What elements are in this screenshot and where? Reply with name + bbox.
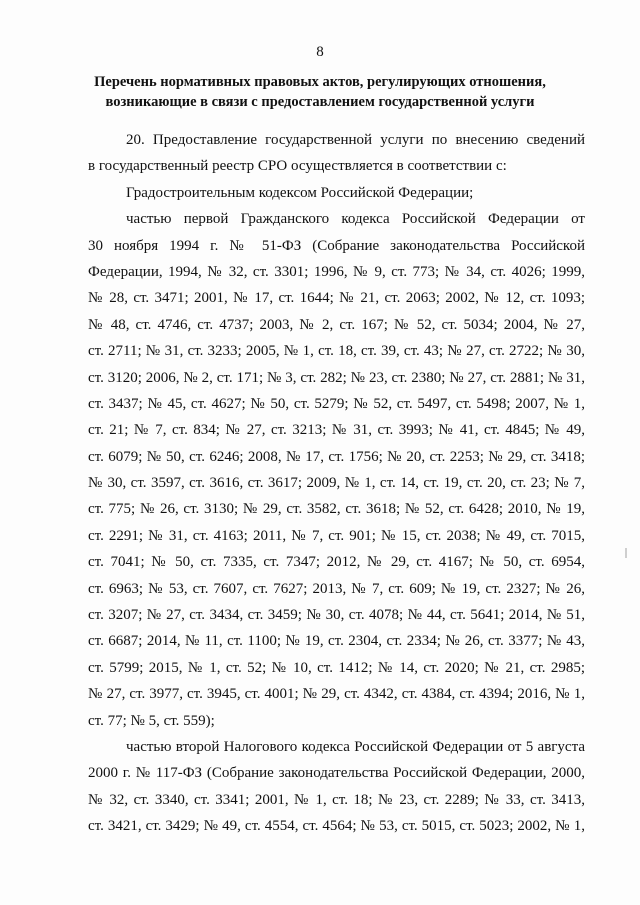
text-line: ст. 3120; 2006, № 2, ст. 171; № 3, ст. 282; № 23, ст. 2380; № 27, ст. 2881; № 31, xyxy=(88,369,585,386)
text-line: ст. 3437; № 45, ст. 4627; № 50, ст. 5279; № 52, ст. 5497, ст. 5498; 2007, № 1, xyxy=(88,395,585,412)
text-line: № 28, ст. 3471; 2001, № 17, ст. 1644; № 21, ст. 2063; 2002, № 12, ст. 1093; xyxy=(88,290,585,307)
text-line: ст. 7041; № 50, ст. 7335, ст. 7347; 2012, № 29, ст. 4167; № 50, ст. 6954, xyxy=(88,554,585,571)
page-number: 8 xyxy=(316,44,324,60)
text-line: № 32, ст. 3340, ст. 3341; 2001, № 1, ст. 18; № 23, ст. 2289; № 33, ст. 3413, xyxy=(88,791,585,808)
heading-line-1: Перечень нормативных правовых актов, регулирующих отношения, xyxy=(94,74,546,90)
text-line: ст. 3421, ст. 3429; № 49, ст. 4554, ст. 4564; № 53, ст. 5015, ст. 5023; 2002, № 1, xyxy=(88,818,585,835)
section-heading xyxy=(70,72,570,112)
text-line: № 27, ст. 3977, ст. 3945, ст. 4001; № 29, ст. 4342, ст. 4384, ст. 4394; 2016, № 1, xyxy=(88,686,585,703)
text-line: ст. 5799; 2015, № 1, ст. 52; № 10, ст. 1412; № 14, ст. 2020; № 21, ст. 2985; xyxy=(88,659,585,676)
text-line: 30 ноября 1994 г. № 51-ФЗ (Собрание законодательства Российской xyxy=(88,237,585,254)
text-line: Федерации, 1994, № 32, ст. 3301; 1996, № 9, ст. 773; № 34, ст. 4026; 1999, xyxy=(88,263,585,280)
text-line: ст. 21; № 7, ст. 834; № 27, ст. 3213; № 31, ст. 3993; № 41, ст. 4845; № 49, xyxy=(88,422,585,439)
text-line: ст. 2711; № 31, ст. 3233; 2005, № 1, ст. 18, ст. 39, ст. 43; № 27, ст. 2722; № 30, xyxy=(88,343,585,360)
text-line: частью первой Гражданского кодекса Российской Федерации от xyxy=(126,211,585,228)
text-line: ст. 6963; № 53, ст. 7607, ст. 7627; 2013, № 7, ст. 609; № 19, ст. 2327; № 26, xyxy=(88,580,585,597)
text-line: в государственный реестр СРО осуществляется в соответствии с: xyxy=(88,158,507,175)
text-line: № 30, ст. 3597, ст. 3616, ст. 3617; 2009, № 1, ст. 14, ст. 19, ст. 20, ст. 23; № 7, xyxy=(88,475,585,492)
text-line: ст. 3207; № 27, ст. 3434, ст. 3459; № 30, ст. 4078; № 44, ст. 5641; 2014, № 51, xyxy=(88,607,585,624)
text-line: № 48, ст. 4746, ст. 4737; 2003, № 2, ст. 167; № 52, ст. 5034; 2004, № 27, xyxy=(88,316,585,333)
text-line: 20. Предоставление государственной услуги по внесению сведений xyxy=(126,132,585,148)
heading-line-2: возникающие в связи с предоставлением государственной услуги xyxy=(105,94,535,110)
text-line: частью второй Налогового кодекса Российской Федерации от 5 августа xyxy=(126,738,585,755)
text-line: ст. 6079; № 50, ст. 6246; 2008, № 17, ст. 1756; № 20, ст. 2253; № 29, ст. 3418; xyxy=(88,448,585,465)
body-text xyxy=(88,127,585,840)
scan-margin-mark xyxy=(625,548,627,558)
text-line: ст. 6687; 2014, № 11, ст. 1100; № 19, ст. 2304, ст. 2334; № 26, ст. 3377; № 43, xyxy=(88,633,585,650)
text-line: ст. 775; № 26, ст. 3130; № 29, ст. 3582, ст. 3618; № 52, ст. 6428; 2010, № 19, xyxy=(88,501,585,518)
text-line: ст. 2291; № 31, ст. 4163; 2011, № 7, ст. 901; № 15, ст. 2038; № 49, ст. 7015, xyxy=(88,527,585,544)
text-line: Градостроительным кодексом Российской Федерации; xyxy=(126,184,474,201)
text-line: ст. 77; № 5, ст. 559); xyxy=(88,712,215,729)
text-line: 2000 г. № 117-ФЗ (Собрание законодательства Российской Федерации, 2000, xyxy=(88,765,585,782)
